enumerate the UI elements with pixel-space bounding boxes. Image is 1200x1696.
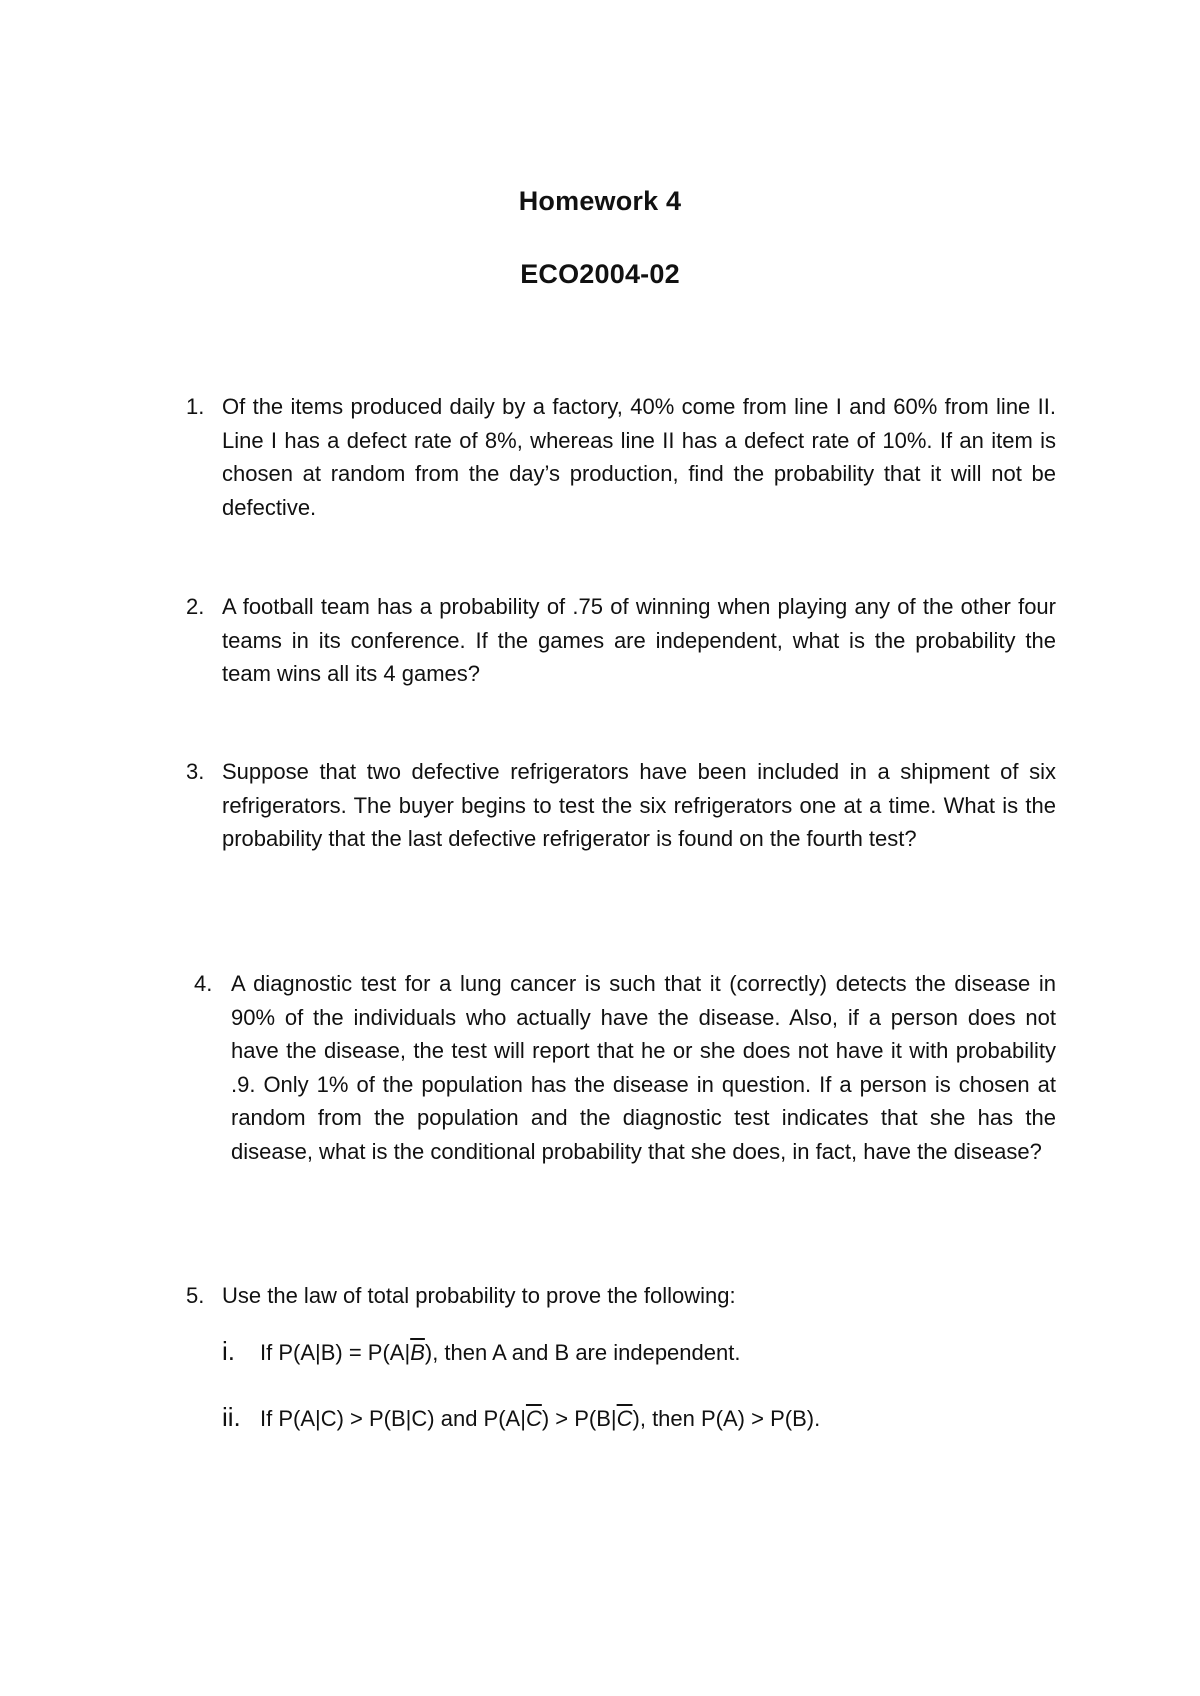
sub-item-text: ), then P(A) > P(B). <box>632 1406 821 1431</box>
sub-item-text: ), then A and B are independent. <box>424 1340 741 1365</box>
question-number: 5. <box>186 1283 205 1308</box>
sub-item-ii <box>222 1401 820 1435</box>
question-number: 4. <box>194 971 213 996</box>
question-number: 2. <box>186 594 205 619</box>
roman-numeral: ii. <box>222 1402 241 1432</box>
question-text: Suppose that two defective refrigerators have been included in a shipment of six refrigerators. The buyer begins to test the six refrigerators one at a time. What is the probability that the last defective refrigerator is found on the fourth test? <box>222 759 1056 851</box>
question-number: 1. <box>186 394 205 419</box>
question-5 <box>186 1279 1056 1313</box>
question-2 <box>186 590 1056 691</box>
sub-item-text: ) > P(B| <box>541 1406 617 1431</box>
question-3 <box>186 755 1056 856</box>
document-title: Homework 4 <box>518 186 682 216</box>
sub-item-text: If P(A|B) = P(A| <box>260 1340 411 1365</box>
course-code: ECO2004-02 <box>520 259 680 289</box>
sub-item-text: If P(A|C) > P(B|C) and P(A| <box>260 1406 526 1431</box>
complement-symbol: $\overline{C}$ <box>616 1406 633 1431</box>
question-text: A diagnostic test for a lung cancer is such that it (correctly) detects the disease in 90% of the individuals who actually have the disease. Also, if a person does not have the disease, the test will report that he or she does not have it with probability .9. Only 1% of the population has the disease in question. If a person is chosen at random from the population and the diagnostic test indicates that she has the disease, what is the conditional probability that she does, in fact, have the disease? <box>231 971 1056 1164</box>
question-text: A football team has a probability of .75 of winning when playing any of the other four teams in its conference. If the games are independent, what is the probability the team wins all its 4 games? <box>222 594 1056 686</box>
question-number: 3. <box>186 759 205 784</box>
sub-item-i <box>222 1335 740 1369</box>
question-1 <box>186 390 1056 524</box>
complement-symbol: $\overline{B}$ <box>410 1340 425 1365</box>
question-4 <box>194 967 1056 1168</box>
question-text: Use the law of total probability to prove the following: <box>222 1283 736 1308</box>
roman-numeral: i. <box>222 1336 235 1366</box>
complement-symbol: $\overline{C}$ <box>525 1406 542 1431</box>
question-text: Of the items produced daily by a factory, 40% come from line I and 60% from line II. Line I has a defect rate of 8%, whereas line II has a defect rate of 10%. If an item is chosen at random from the day’s production, find the probability that it will not be defective. <box>222 394 1056 520</box>
